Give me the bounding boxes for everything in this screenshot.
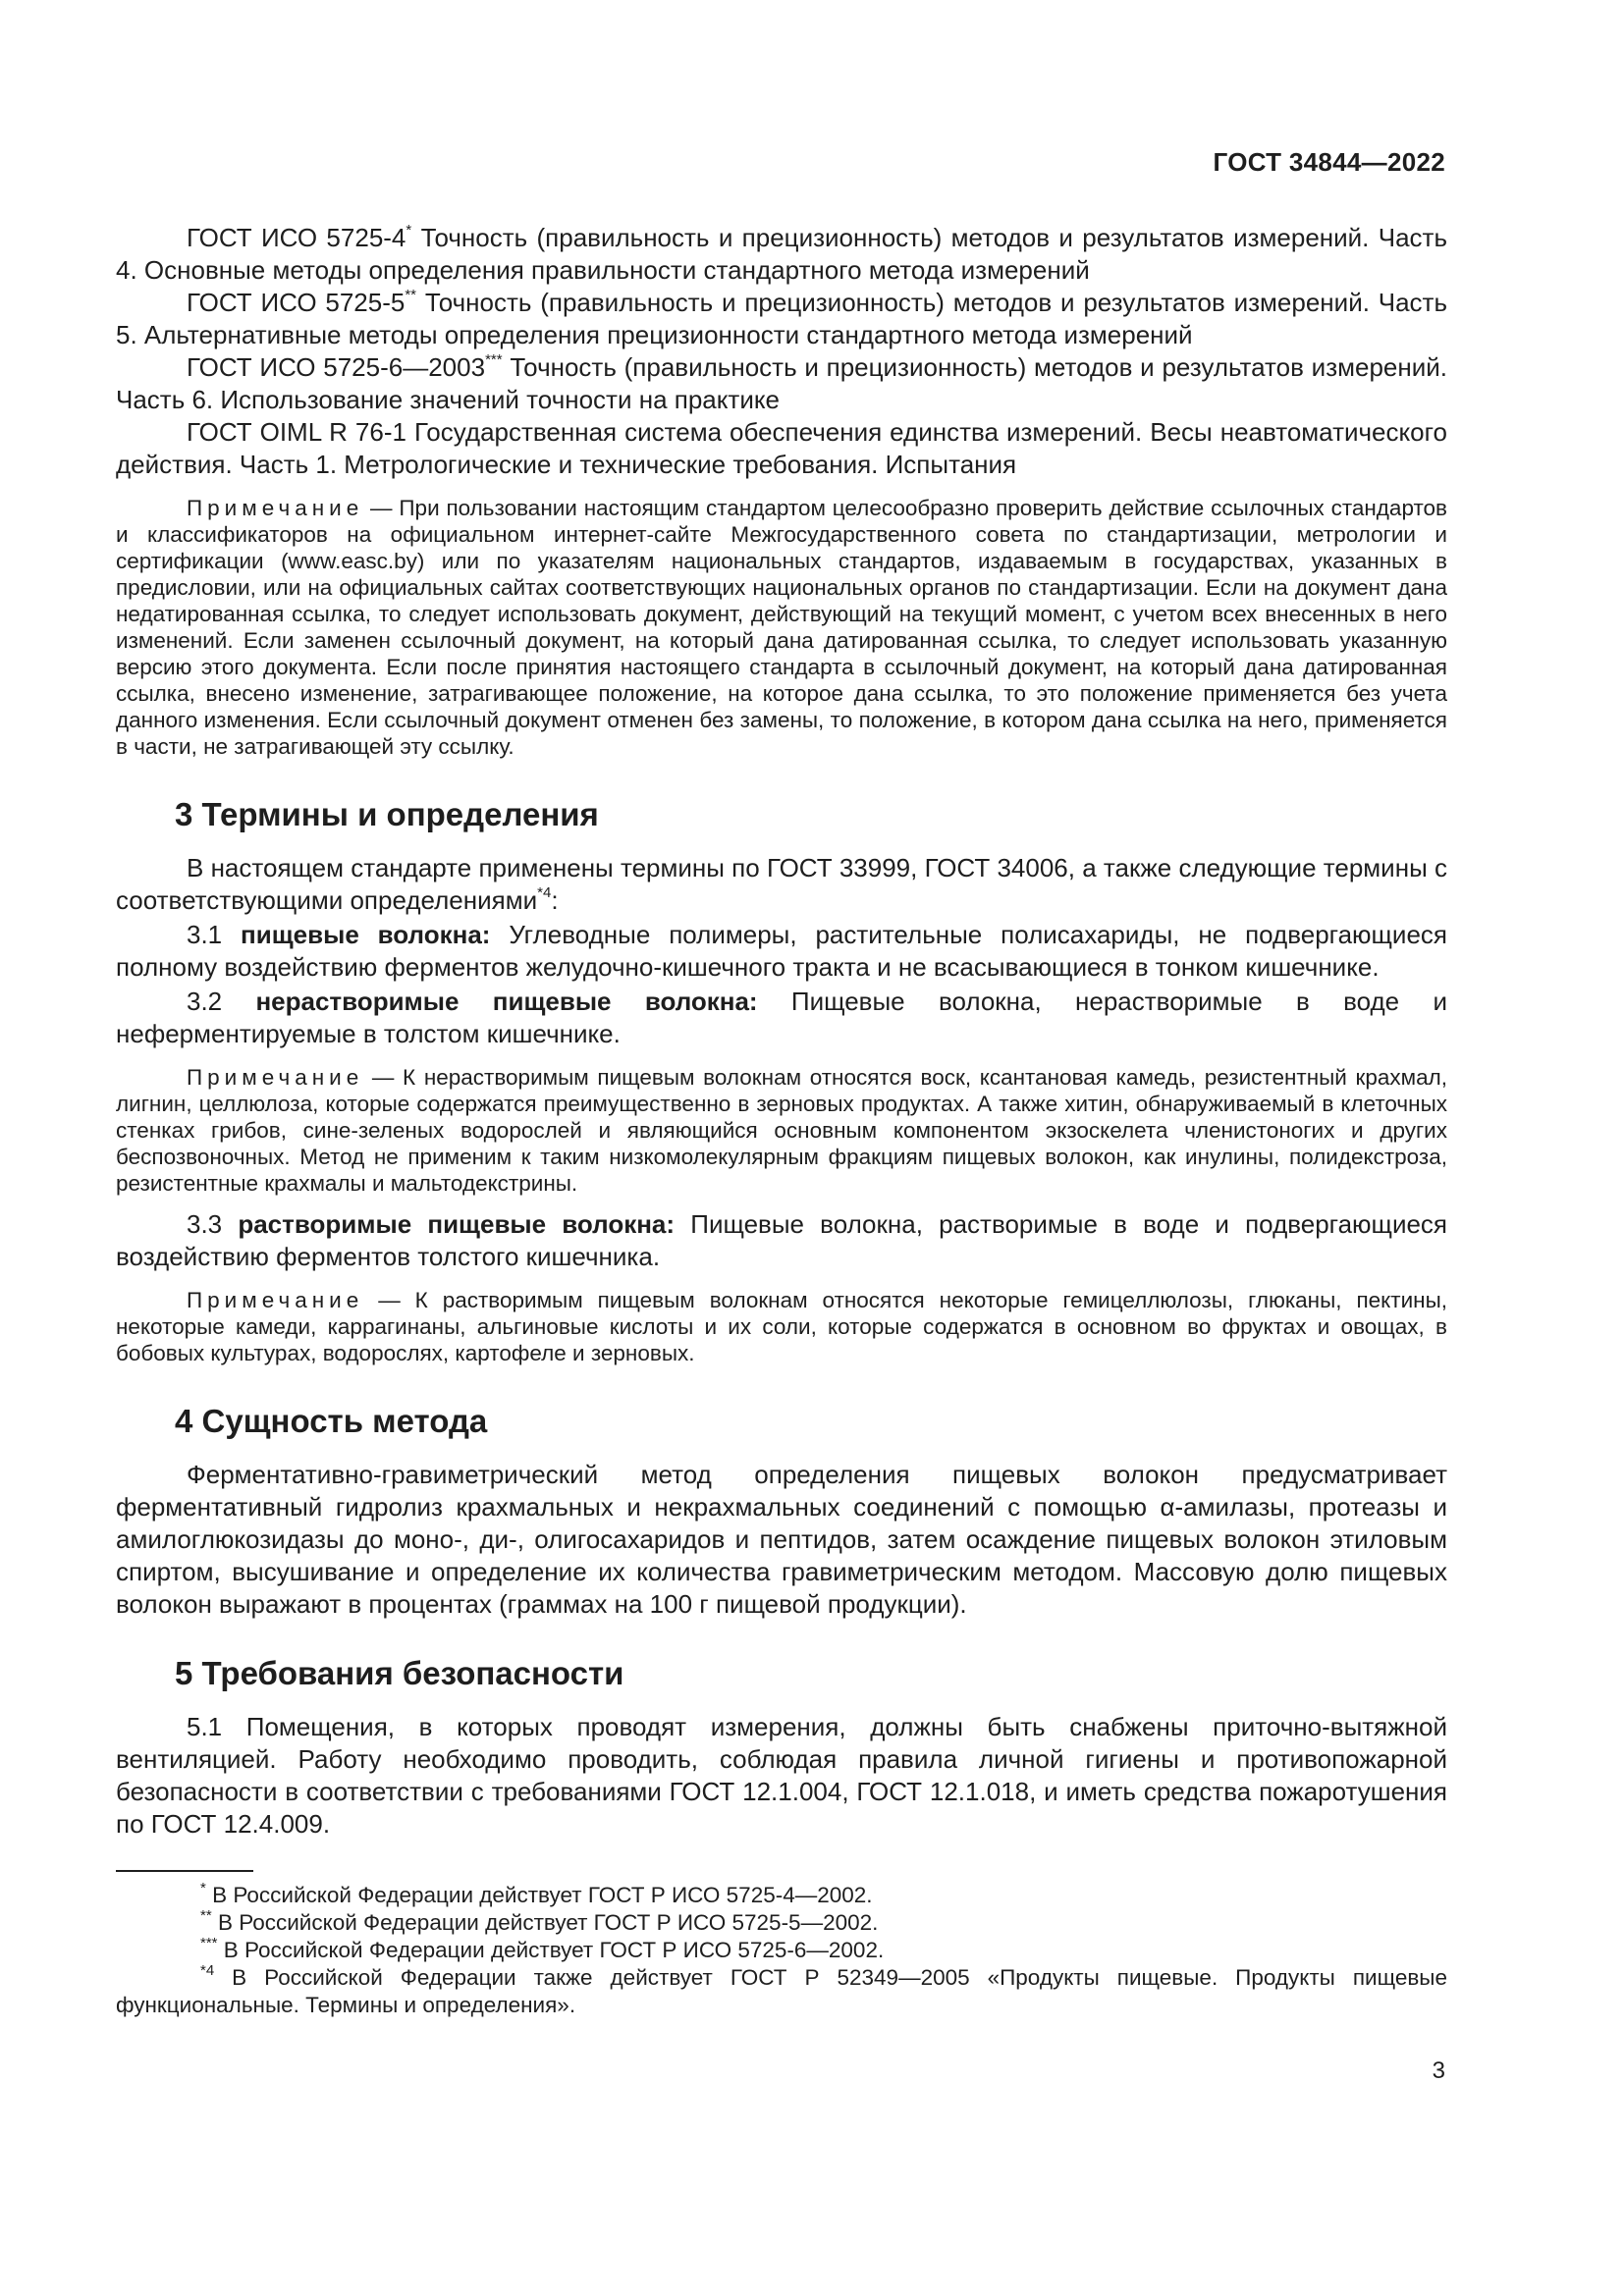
reference-title: Точность (правильность и прецизионность) методов и результатов измерений. Часть 5. Альтернативные методы определения прецизионности стандартного метода измерений <box>116 288 1447 349</box>
intro-end: : <box>551 885 559 915</box>
footnote-mark: ** <box>200 1906 212 1924</box>
reference-title: Точность (правильность и прецизионность) методов и результатов измерений. Часть 4. Основные методы определения правильности стандартного метода измерений <box>116 223 1447 285</box>
document-code-header: ГОСТ 34844—2022 <box>1213 147 1445 177</box>
intro-text: В настоящем стандарте применены термины по ГОСТ 33999, ГОСТ 34006, а также следующие термины с соответствующими определениями <box>116 853 1447 915</box>
section-heading-5: 5 Требования безопасности <box>175 1655 624 1691</box>
term-name: нерастворимые пищевые волокна: <box>255 987 758 1016</box>
term-number: 3.3 <box>187 1209 239 1239</box>
page-number: 3 <box>1432 2057 1445 2084</box>
reference-title: Государственная система обеспечения единства измерений. Весы неавтоматического действия. Часть 1. Метрологические и технические требования. Испытания <box>116 417 1448 479</box>
footnote-mark: *** <box>200 1934 218 1951</box>
footnote <box>116 1961 1447 2019</box>
reference-title: Точность (правильность и прецизионность) методов и результатов измерений. Часть 6. Использование значений точности на практике <box>116 352 1448 414</box>
term-3-2 <box>116 986 1447 1050</box>
reference-id: ГОСТ ИСО 5725-4 <box>187 223 406 252</box>
footnote-text: В Российской Федерации действует ГОСТ Р ИСО 5725-4—2002. <box>205 1883 873 1907</box>
term-3-1 <box>116 919 1447 984</box>
footnote <box>116 1934 1447 1964</box>
footnote-text: В Российской Федерации также действует ГОСТ Р 52349—2005 «Продукты пищевые. Продукты пищевые функциональные. Термины и определения». <box>116 1965 1447 2017</box>
note-label: Примечание <box>187 1065 364 1090</box>
term-definition: Пищевые волокна, растворимые в воде и подвергающиеся воздействию ферментов толстого кишечника. <box>116 1209 1448 1271</box>
footnote-mark: *** <box>485 351 503 369</box>
note-label: Примечание <box>187 496 364 520</box>
term-definition: Пищевые волокна, нерастворимые в воде и неферментируемые в толстом кишечнике. <box>116 987 1447 1048</box>
reference-id: ГОСТ OIML R 76-1 <box>187 417 406 447</box>
term-3-3 <box>116 1208 1447 1273</box>
reference-id: ГОСТ ИСО 5725-6—2003 <box>187 352 486 382</box>
term-number: 3.2 <box>187 987 256 1016</box>
reference-item <box>116 351 1447 416</box>
section-3-intro <box>116 852 1447 917</box>
term-name: растворимые пищевые волокна: <box>238 1209 676 1239</box>
section-heading-4: 4 Сущность метода <box>175 1403 488 1439</box>
note-text: — При пользовании настоящим стандартом целесообразно проверить действие ссылочных стандартов и классификаторов на официальном интернет-сайте Межгосударственного совета по стандартизации, метрологии и сертификации (www.easc.by) или по указателям национальных стандартов, издаваемым в государствах, указанных в предисловии, или на официальных сайтах соответствующих национальных органов по стандартизации. Если на документ дана недатированная ссылка, то следует использовать документ, действующий на текущий момент, с учетом всех внесенных в него изменений. Если заменен ссылочный документ, на который дана датированная ссылка, то следует использовать указанную версию этого документа. Если после принятия настоящего стандарта в ссылочный документ, на который дана датированная ссылка, внесено изменение, затрагивающее положение, на которое дана ссылка, то это положение применяется без учета данного изменения. Если ссылочный документ отменен без замены, то положение, в котором дана ссылка на него, применяется в части, не затрагивающей эту ссылку. <box>116 496 1447 759</box>
reference-item <box>116 287 1447 351</box>
reference-item <box>116 416 1447 481</box>
note-text: — К нерастворимым пищевым волокнам относятся воск, ксантановая камедь, резистентный крахмал, лигнин, целлюлоза, которые содержатся преимущественно в зерновых продуктах. А также хитин, обнаруживаемый в клеточных стенках грибов, сине-зеленых водорослей и являющийся основным компонентом экзоскелета членистоногих и других беспозвоночных. Метод не применим к таким низкомолекулярным фракциям пищевых волокон, как инулины, полидекстроза, резистентные крахмалы и мальтодекстрины. <box>116 1065 1447 1196</box>
note-soluble-fibers <box>116 1287 1447 1366</box>
section-heading-3: 3 Термины и определения <box>175 796 599 832</box>
note-label: Примечание <box>187 1288 364 1312</box>
note-insoluble-fibers <box>116 1064 1447 1197</box>
footnote <box>116 1906 1447 1937</box>
footnote-separator <box>116 1870 253 1872</box>
reference-item <box>116 222 1447 287</box>
footnote <box>116 1879 1447 1909</box>
section-5-text: 5.1 Помещения, в которых проводят измерения, должны быть снабжены приточно-вытяжной вентиляцией. Работу необходимо проводить, соблюдая правила личной гигиены и противопожарной безопасности в соответствии с требованиями ГОСТ 12.1.004, ГОСТ 12.1.018, и иметь средства пожаротушения по ГОСТ 12.4.009. <box>116 1712 1447 1839</box>
note-text: — К растворимым пищевым волокнам относятся некоторые гемицеллюлозы, глюканы, пектины, некоторые камеди, каррагинаны, альгиновые кислоты и их соли, которые содержатся в основном во фруктах и овощах, в бобовых культурах, водорослях, картофеле и зерновых. <box>116 1288 1447 1365</box>
footnote-text: В Российской Федерации действует ГОСТ Р ИСО 5725-5—2002. <box>211 1910 879 1935</box>
section-4-text: Ферментативно-гравиметрический метод определения пищевых волокон предусматривает ферментативный гидролиз крахмальных и некрахмальных соединений с помощью α-амилазы, протеазы и амилоглюкозидазы до моно-, ди-, олигосахаридов и пептидов, затем осаждение пищевых волокон этиловым спиртом, высушивание и определение их количества гравиметрическим методом. Массовую долю пищевых волокон выражают в процентах (граммах на 100 г пищевой продукции). <box>116 1460 1447 1619</box>
footnote-mark: *4 <box>537 884 552 902</box>
term-name: пищевые волокна: <box>241 920 491 949</box>
footnote-mark: ** <box>405 287 417 304</box>
reference-id: ГОСТ ИСО 5725-5 <box>187 288 406 317</box>
term-number: 3.1 <box>187 920 242 949</box>
footnote-mark: * <box>406 222 412 240</box>
footnote-text: В Российской Федерации действует ГОСТ Р ИСО 5725-6—2002. <box>217 1938 885 1962</box>
page-content <box>116 222 1447 2019</box>
term-definition: Углеводные полимеры, растительные полисахариды, не подвергающиеся полному воздействию ферментов желудочно-кишечного тракта и не всасывающиеся в тонком кишечнике. <box>116 920 1447 982</box>
note-references <box>116 495 1447 760</box>
footnote-mark: *4 <box>200 1961 215 1979</box>
footnote-mark: * <box>200 1879 206 1896</box>
